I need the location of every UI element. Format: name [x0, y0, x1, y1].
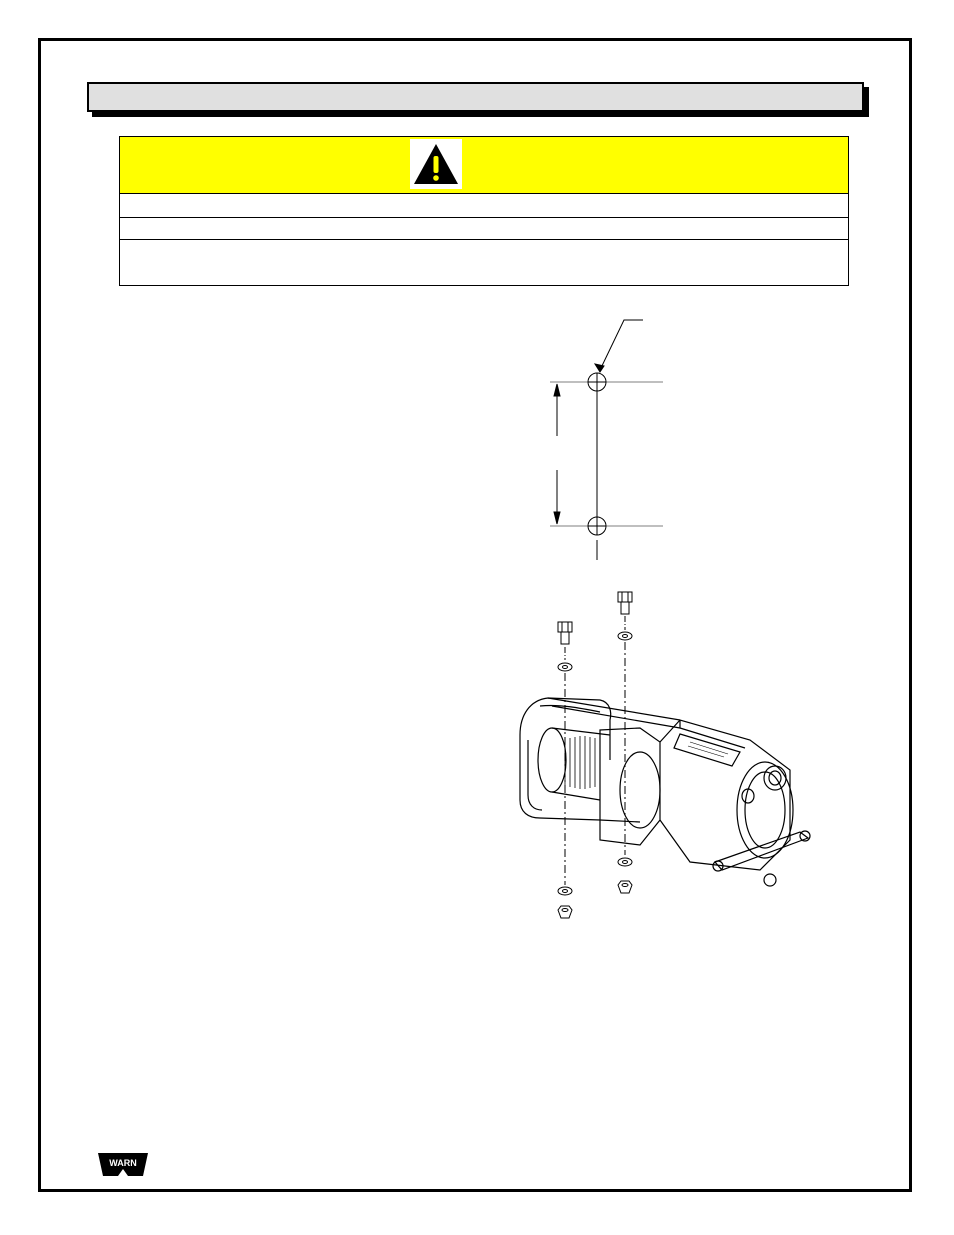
mounting-hole-top	[550, 373, 663, 391]
warning-row-1	[120, 193, 848, 218]
section-title-bar	[87, 82, 864, 112]
warning-triangle-icon	[410, 139, 462, 189]
leader-line	[595, 320, 643, 372]
warn-logo	[98, 1150, 148, 1178]
svg-text:WARN: WARN	[109, 1158, 137, 1168]
winch-illustration	[520, 698, 810, 886]
bolt-left	[558, 622, 572, 671]
mounting-diagram	[500, 300, 860, 940]
dimension-arrow	[554, 384, 560, 524]
warning-header	[120, 137, 848, 194]
nut-right	[618, 858, 632, 893]
warning-row-3	[120, 240, 848, 285]
warning-row-2	[120, 218, 848, 240]
mounting-hole-bottom	[550, 517, 663, 560]
warning-box	[119, 136, 849, 286]
nut-left	[558, 887, 572, 918]
